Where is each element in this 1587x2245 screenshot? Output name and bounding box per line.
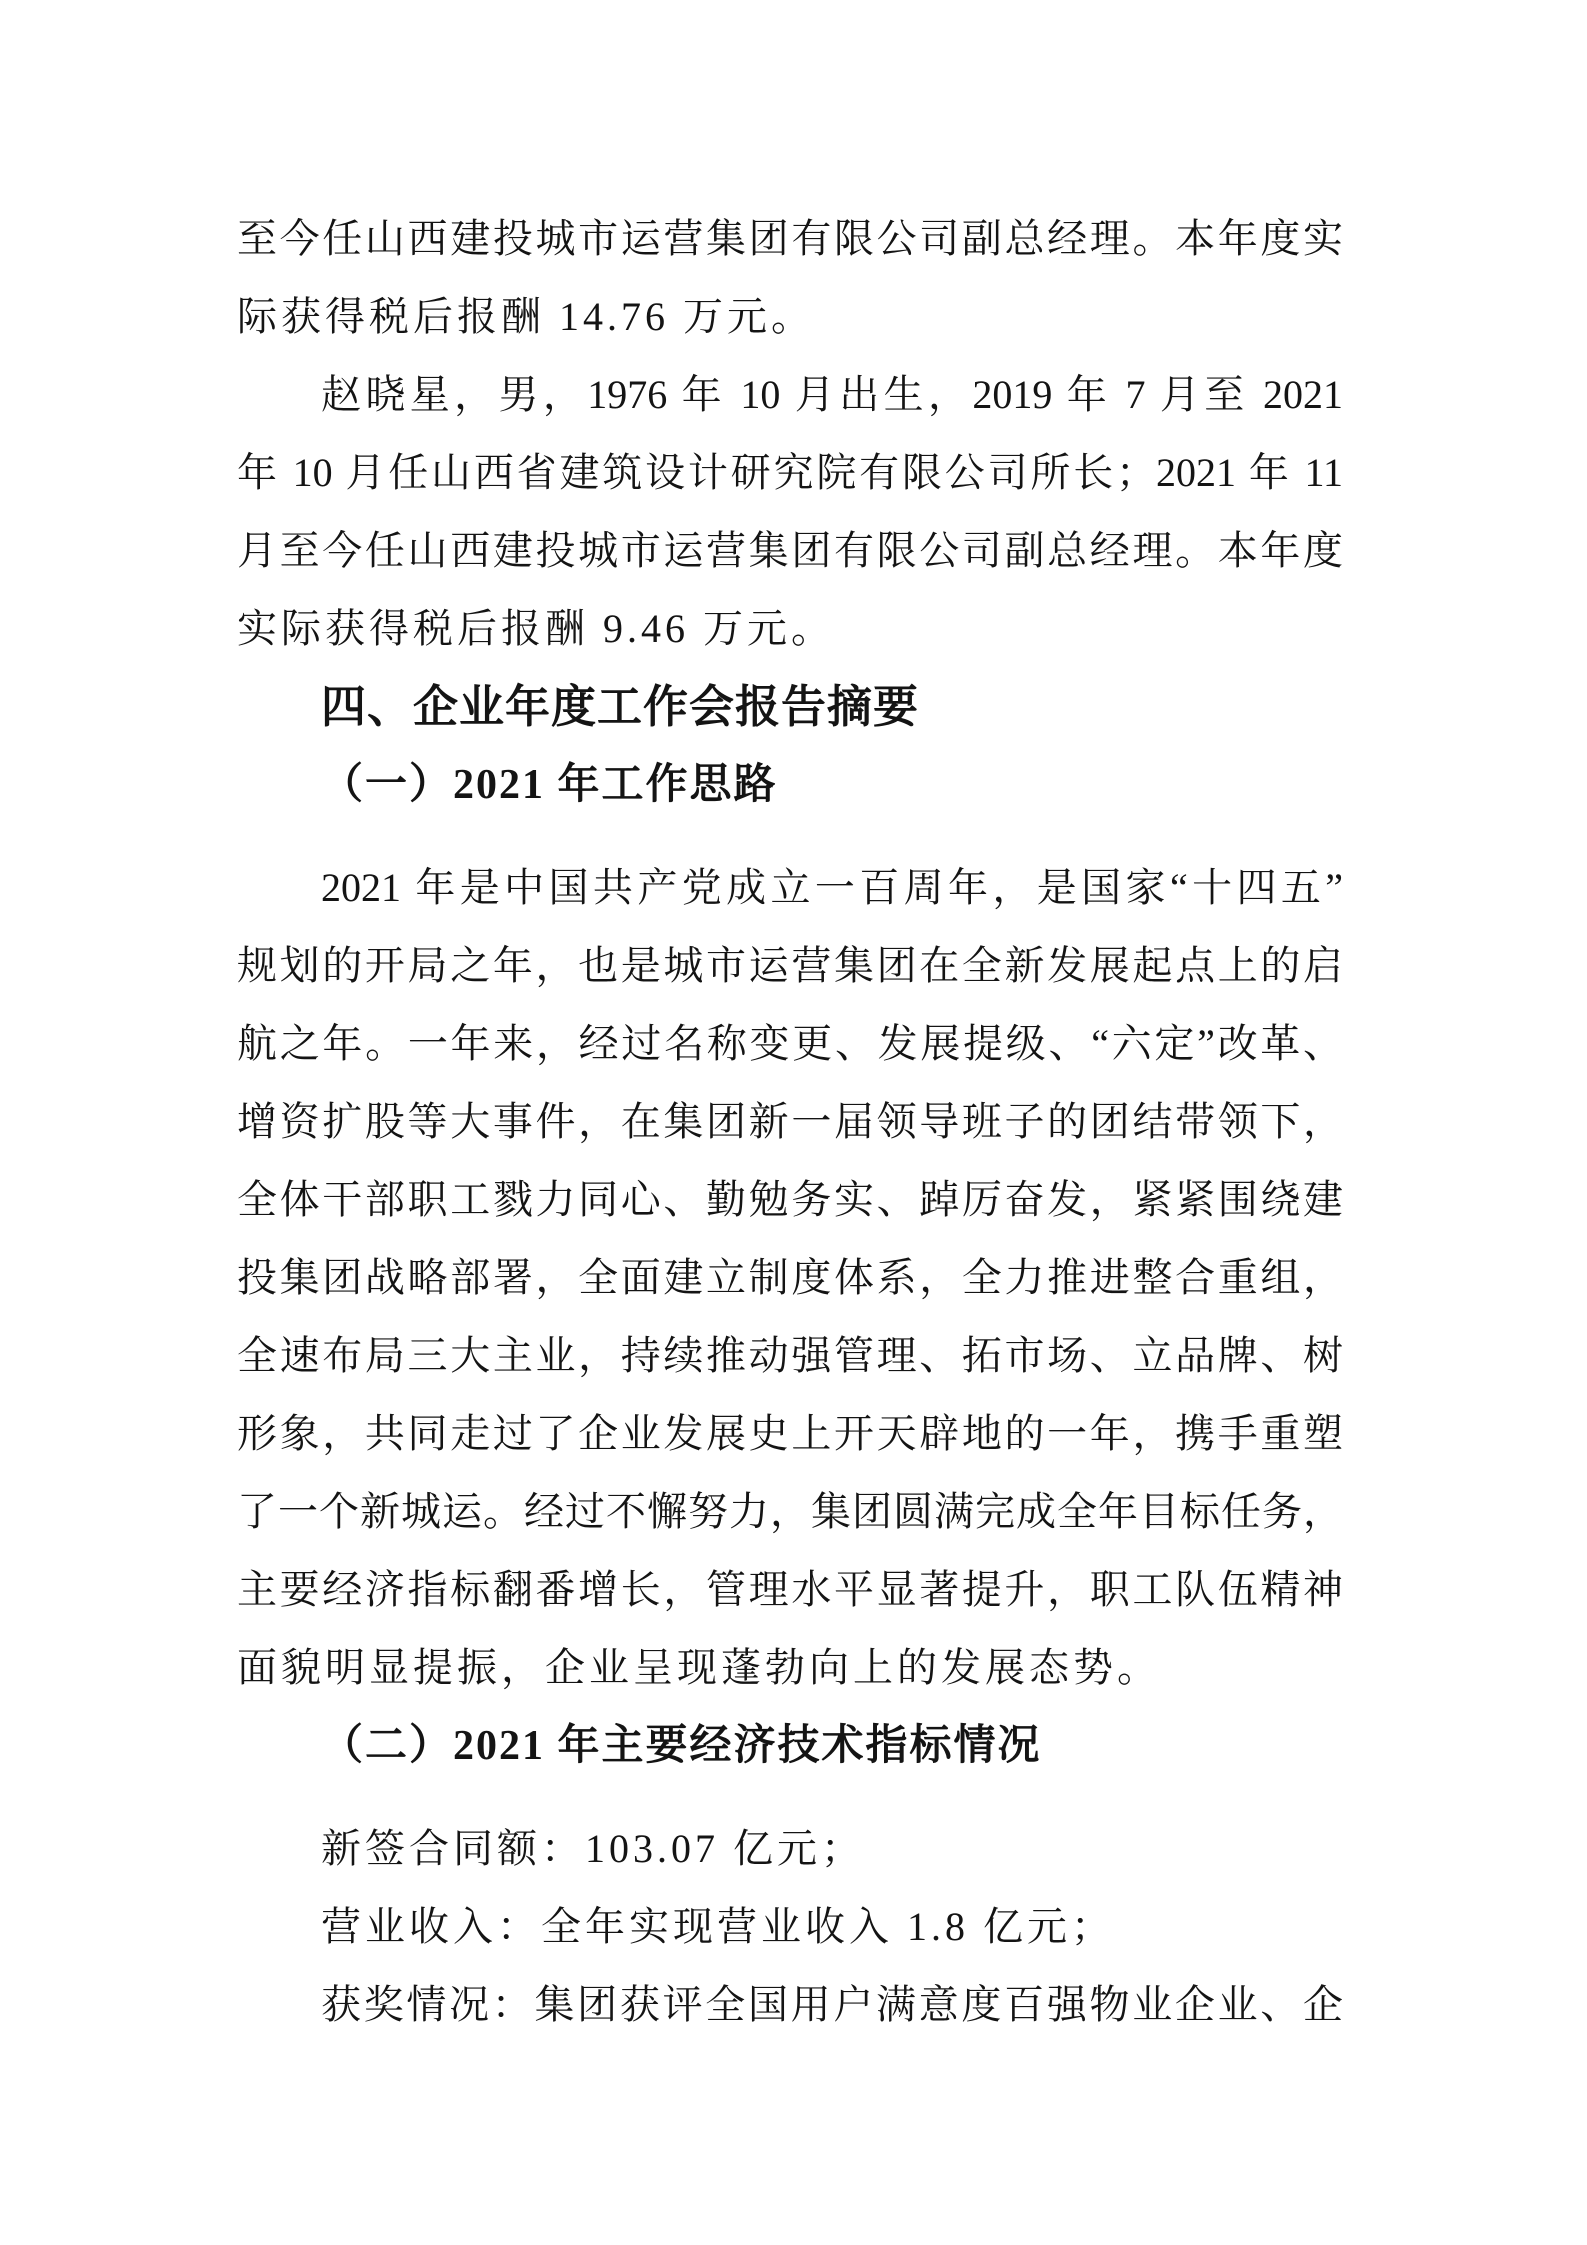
body-text-line: 至今任山西建投城市运营集团有限公司副总经理。本年度实 — [237, 216, 1343, 261]
subsection-heading: （二）2021 年主要经济技术指标情况 — [321, 1723, 1042, 1769]
section-heading: 四、企业年度工作会报告摘要 — [321, 681, 920, 732]
body-text-line: 形象，共同走过了企业发展史上开天辟地的一年，携手重塑 — [237, 1411, 1343, 1456]
body-text-line: 投集团战略部署，全面建立制度体系，全力推进整合重组， — [237, 1255, 1343, 1300]
body-text-line: 赵晓星，男，1976 年 10 月出生，2019 年 7 月至 2021 — [321, 372, 1343, 417]
body-text-line: 航之年。一年来，经过名称变更、发展提级、“六定”改革、 — [237, 1021, 1343, 1066]
body-text-line: 月至今任山西建投城市运营集团有限公司副总经理。本年度 — [237, 528, 1343, 573]
body-text-line: 增资扩股等大事件，在集团新一届领导班子的团结带领下， — [237, 1099, 1343, 1144]
subsection-heading: （一）2021 年工作思路 — [321, 762, 778, 808]
body-text-line: 营业收入：全年实现营业收入 1.8 亿元； — [321, 1904, 1115, 1949]
body-text-line: 全体干部职工戮力同心、勤勉务实、踔厉奋发，紧紧围绕建 — [237, 1177, 1343, 1222]
body-text-line: 实际获得税后报酬 9.46 万元。 — [237, 606, 835, 651]
body-text-line: 际获得税后报酬 14.76 万元。 — [237, 294, 815, 339]
document-content — [237, 200, 1343, 2044]
body-text-line: 主要经济指标翻番增长，管理水平显著提升，职工队伍精神 — [237, 1567, 1343, 1612]
body-text-line: 新签合同额：103.07 亿元； — [321, 1826, 865, 1871]
body-text-line: 获奖情况：集团获评全国用户满意度百强物业企业、企 — [321, 1982, 1343, 2027]
body-text-line: 年 10 月任山西省建筑设计研究院有限公司所长；2021 年 11 — [237, 450, 1343, 495]
body-text-line: 了一个新城运。经过不懈努力，集团圆满完成全年目标任务， — [237, 1489, 1343, 1534]
body-text-line: 2021 年是中国共产党成立一百周年，是国家“十四五” — [321, 865, 1343, 910]
body-text-line: 面貌明显提振，企业呈现蓬勃向上的发展态势。 — [237, 1645, 1161, 1690]
body-text-line: 全速布局三大主业，持续推动强管理、拓市场、立品牌、树 — [237, 1333, 1343, 1378]
body-text-line: 规划的开局之年，也是城市运营集团在全新发展起点上的启 — [237, 943, 1343, 988]
